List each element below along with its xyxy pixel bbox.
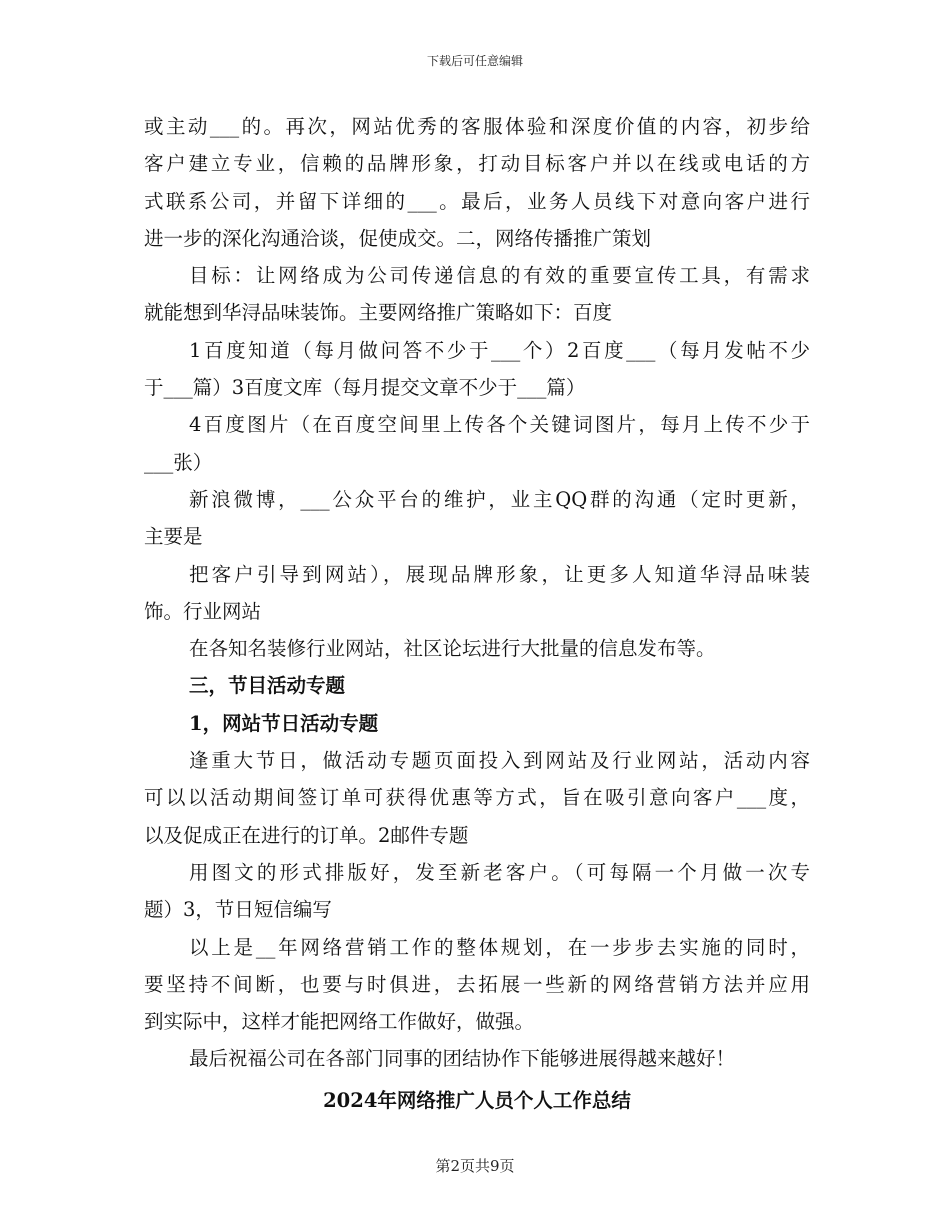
document-title: 2024年网络推广人员个人工作总结 xyxy=(323,1088,631,1112)
text-line: 最后祝福公司在各部门同事的团结协作下能够进展得越来越好！ xyxy=(189,1047,736,1071)
text-line: 题）3，节日短信编写 xyxy=(144,898,332,922)
section-heading: 三，节目活动专题 xyxy=(189,674,346,698)
text-line: 饰。行业网站 xyxy=(144,599,262,623)
page-header: 下载后可任意编辑 xyxy=(426,54,523,68)
text-line: 到实际中，这样才能把网络工作做好，做强。 xyxy=(144,1010,535,1034)
text-line: 进一步的深化沟通洽谈，促使成交。二，网络传播推广策划 xyxy=(144,226,652,250)
text-line: 可以以活动期间签订单可获得优惠等方式，旨在吸引意向客户___度， xyxy=(144,786,810,810)
text-line: 以及促成正在进行的订单。2邮件专题 xyxy=(144,823,469,847)
text-line: 于___篇）3百度文库（每月提交文章不少于___篇） xyxy=(144,376,586,400)
text-line: 或主动___的。再次，网站优秀的客服体验和深度价值的内容，初步给 xyxy=(144,115,810,138)
text-line: 就能想到华浔品味装饰。主要网络推广策略如下：百度 xyxy=(144,301,613,325)
text-line: 4百度图片（在百度空间里上传各个关键词图片，每月上传不少于 xyxy=(189,413,810,437)
text-line: 以上是__年网络营销工作的整体规划，在一步步去实施的同时， xyxy=(189,935,810,959)
section-heading: 1，网站节日活动专题 xyxy=(189,711,379,735)
text-line: ___张） xyxy=(144,450,213,474)
text-line: 要坚持不间断，也要与时俱进，去拓展一些新的网络营销方法并应用 xyxy=(144,972,810,996)
text-line: 主要是 xyxy=(144,525,203,549)
text-line: 逢重大节日，做活动专题页面投入到网站及行业网站，活动内容 xyxy=(189,749,810,773)
document-body xyxy=(144,108,810,1119)
page-footer: 第2页共9页 xyxy=(435,1157,515,1175)
text-line: 目标：让网络成为公司传递信息的有效的重要宣传工具，有需求 xyxy=(189,264,810,288)
text-line: 式联系公司，并留下详细的___。最后，业务人员线下对意向客户进行 xyxy=(144,189,810,213)
text-line: 在各知名装修行业网站，社区论坛进行大批量的信息发布等。 xyxy=(189,637,716,661)
text-line: 用图文的形式排版好，发至新老客户。（可每隔一个月做一次专 xyxy=(189,860,810,884)
text-line: 1百度知道（每月做问答不少于___个）2百度___（每月发帖不少 xyxy=(189,338,810,362)
text-line: 把客户引导到网站），展现品牌形象，让更多人知道华浔品味装 xyxy=(189,562,810,586)
text-line: 客户建立专业，信赖的品牌形象，打动目标客户并以在线或电话的方 xyxy=(144,152,810,176)
text-line: 新浪微博，___公众平台的维护，业主QQ群的沟通（定时更新， xyxy=(189,487,810,511)
